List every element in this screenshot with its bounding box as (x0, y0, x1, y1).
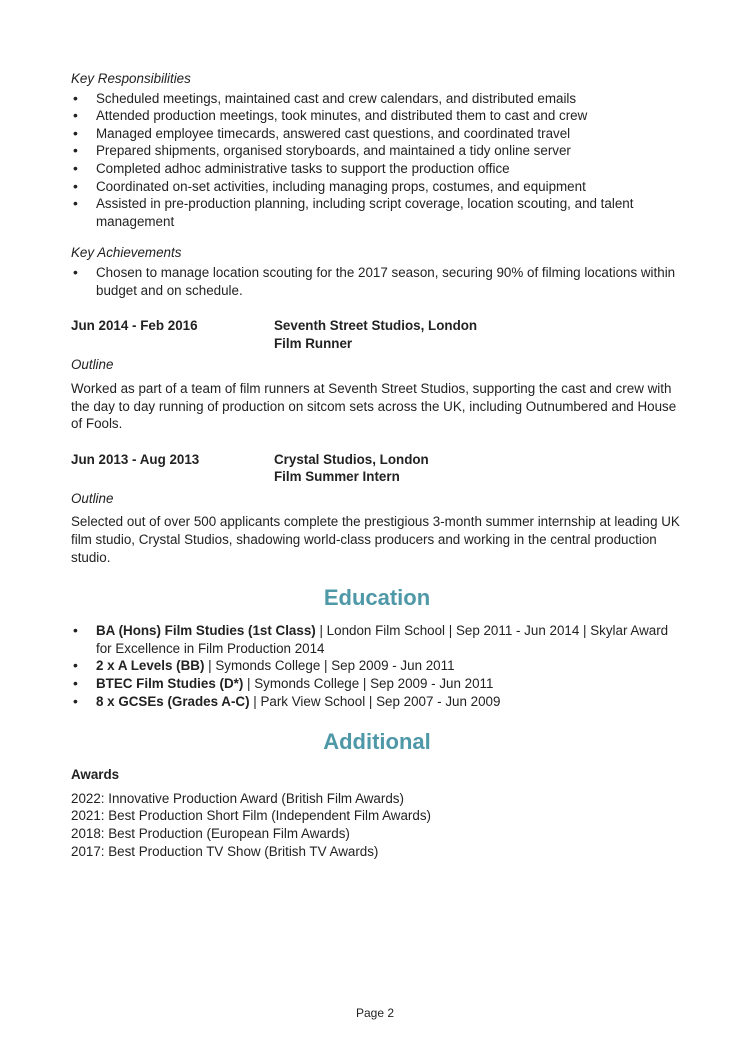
outline-heading: Outline (71, 357, 114, 373)
list-item (71, 622, 683, 657)
award-item: 2018: Best Production (European Film Awards) (71, 826, 350, 841)
list-item: • Attended production meetings, took minutes, and distributed them to cast and crew (71, 107, 683, 125)
list-item: • Scheduled meetings, maintained cast and crew calendars, and distributed emails (71, 90, 683, 108)
degree-name: 2 x A Levels (BB) (96, 658, 205, 674)
degree-details: | Park View School | Sep 2007 - Jun 2009 (249, 693, 501, 709)
list-item (71, 657, 683, 675)
job-entry (71, 451, 683, 567)
resume-page (71, 70, 683, 860)
additional-heading: Additional (323, 729, 431, 755)
list-item: • Prepared shipments, organised storyboards, and maintained a tidy online server (71, 142, 683, 160)
degree-details: | London Film School | Sep 2011 - Jun 2014 | Skylar Award for Excellence in Film Production 2014 (96, 623, 669, 656)
list-item: • Managed employee timecards, answered cast questions, and coordinated travel (71, 125, 683, 143)
job-dates: Jun 2013 - Aug 2013 (71, 451, 200, 467)
degree-name: BA (Hons) Film Studies (1st Class) (96, 623, 316, 639)
job-outline: Worked as part of a team of film runners at Seventh Street Studios, supporting the cast and crew with the day to day running of production on sitcom sets across the UK, including Outnumbered and House of Fools. (71, 380, 677, 432)
awards-heading: Awards (71, 767, 120, 783)
job-dates: Jun 2014 - Feb 2016 (71, 318, 198, 334)
list-item: • Completed adhoc administrative tasks to support the production office (71, 160, 683, 178)
job-title: Film Summer Intern (274, 469, 400, 485)
achievements-heading: Key Achievements (71, 245, 182, 261)
list-item (71, 693, 683, 711)
education-list (71, 622, 683, 710)
responsibilities-heading: Key Responsibilities (71, 71, 191, 86)
award-item: 2022: Innovative Production Award (British Film Awards) (71, 790, 404, 806)
degree-details: | Symonds College | Sep 2009 - Jun 2011 (204, 658, 455, 674)
job-title: Film Runner (274, 335, 353, 351)
award-item: 2021: Best Production Short Film (Independent Film Awards) (71, 808, 431, 824)
responsibilities-list (71, 90, 683, 231)
outline-heading: Outline (71, 490, 114, 506)
education-heading: Education (323, 585, 431, 611)
page-number: Page 2 (355, 1006, 395, 1020)
job-employer: Crystal Studios, London (274, 451, 429, 467)
achievements-list (71, 264, 683, 299)
list-item: • Chosen to manage location scouting for the 2017 season, securing 90% of filming locations within budget and on schedule. (71, 264, 683, 299)
job-entry (71, 317, 683, 433)
job-employer: Seventh Street Studios, London (274, 318, 478, 334)
award-item: 2017: Best Production TV Show (British TV Awards) (71, 843, 379, 859)
degree-details: | Symonds College | Sep 2009 - Jun 2011 (243, 676, 494, 692)
list-item: • Coordinated on-set activities, including managing props, costumes, and equipment (71, 178, 683, 196)
degree-name: BTEC Film Studies (D*) (96, 676, 244, 692)
degree-name: 8 x GCSEs (Grades A-C) (96, 693, 250, 709)
list-item (71, 675, 683, 693)
list-item: • Assisted in pre-production planning, including script coverage, location scouting, and talent management (71, 195, 683, 230)
job-outline: Selected out of over 500 applicants complete the prestigious 3-month summer internship at leading UK film studio, Crystal Studios, shadowing world-class producers and working in the central production studio. (71, 514, 680, 565)
